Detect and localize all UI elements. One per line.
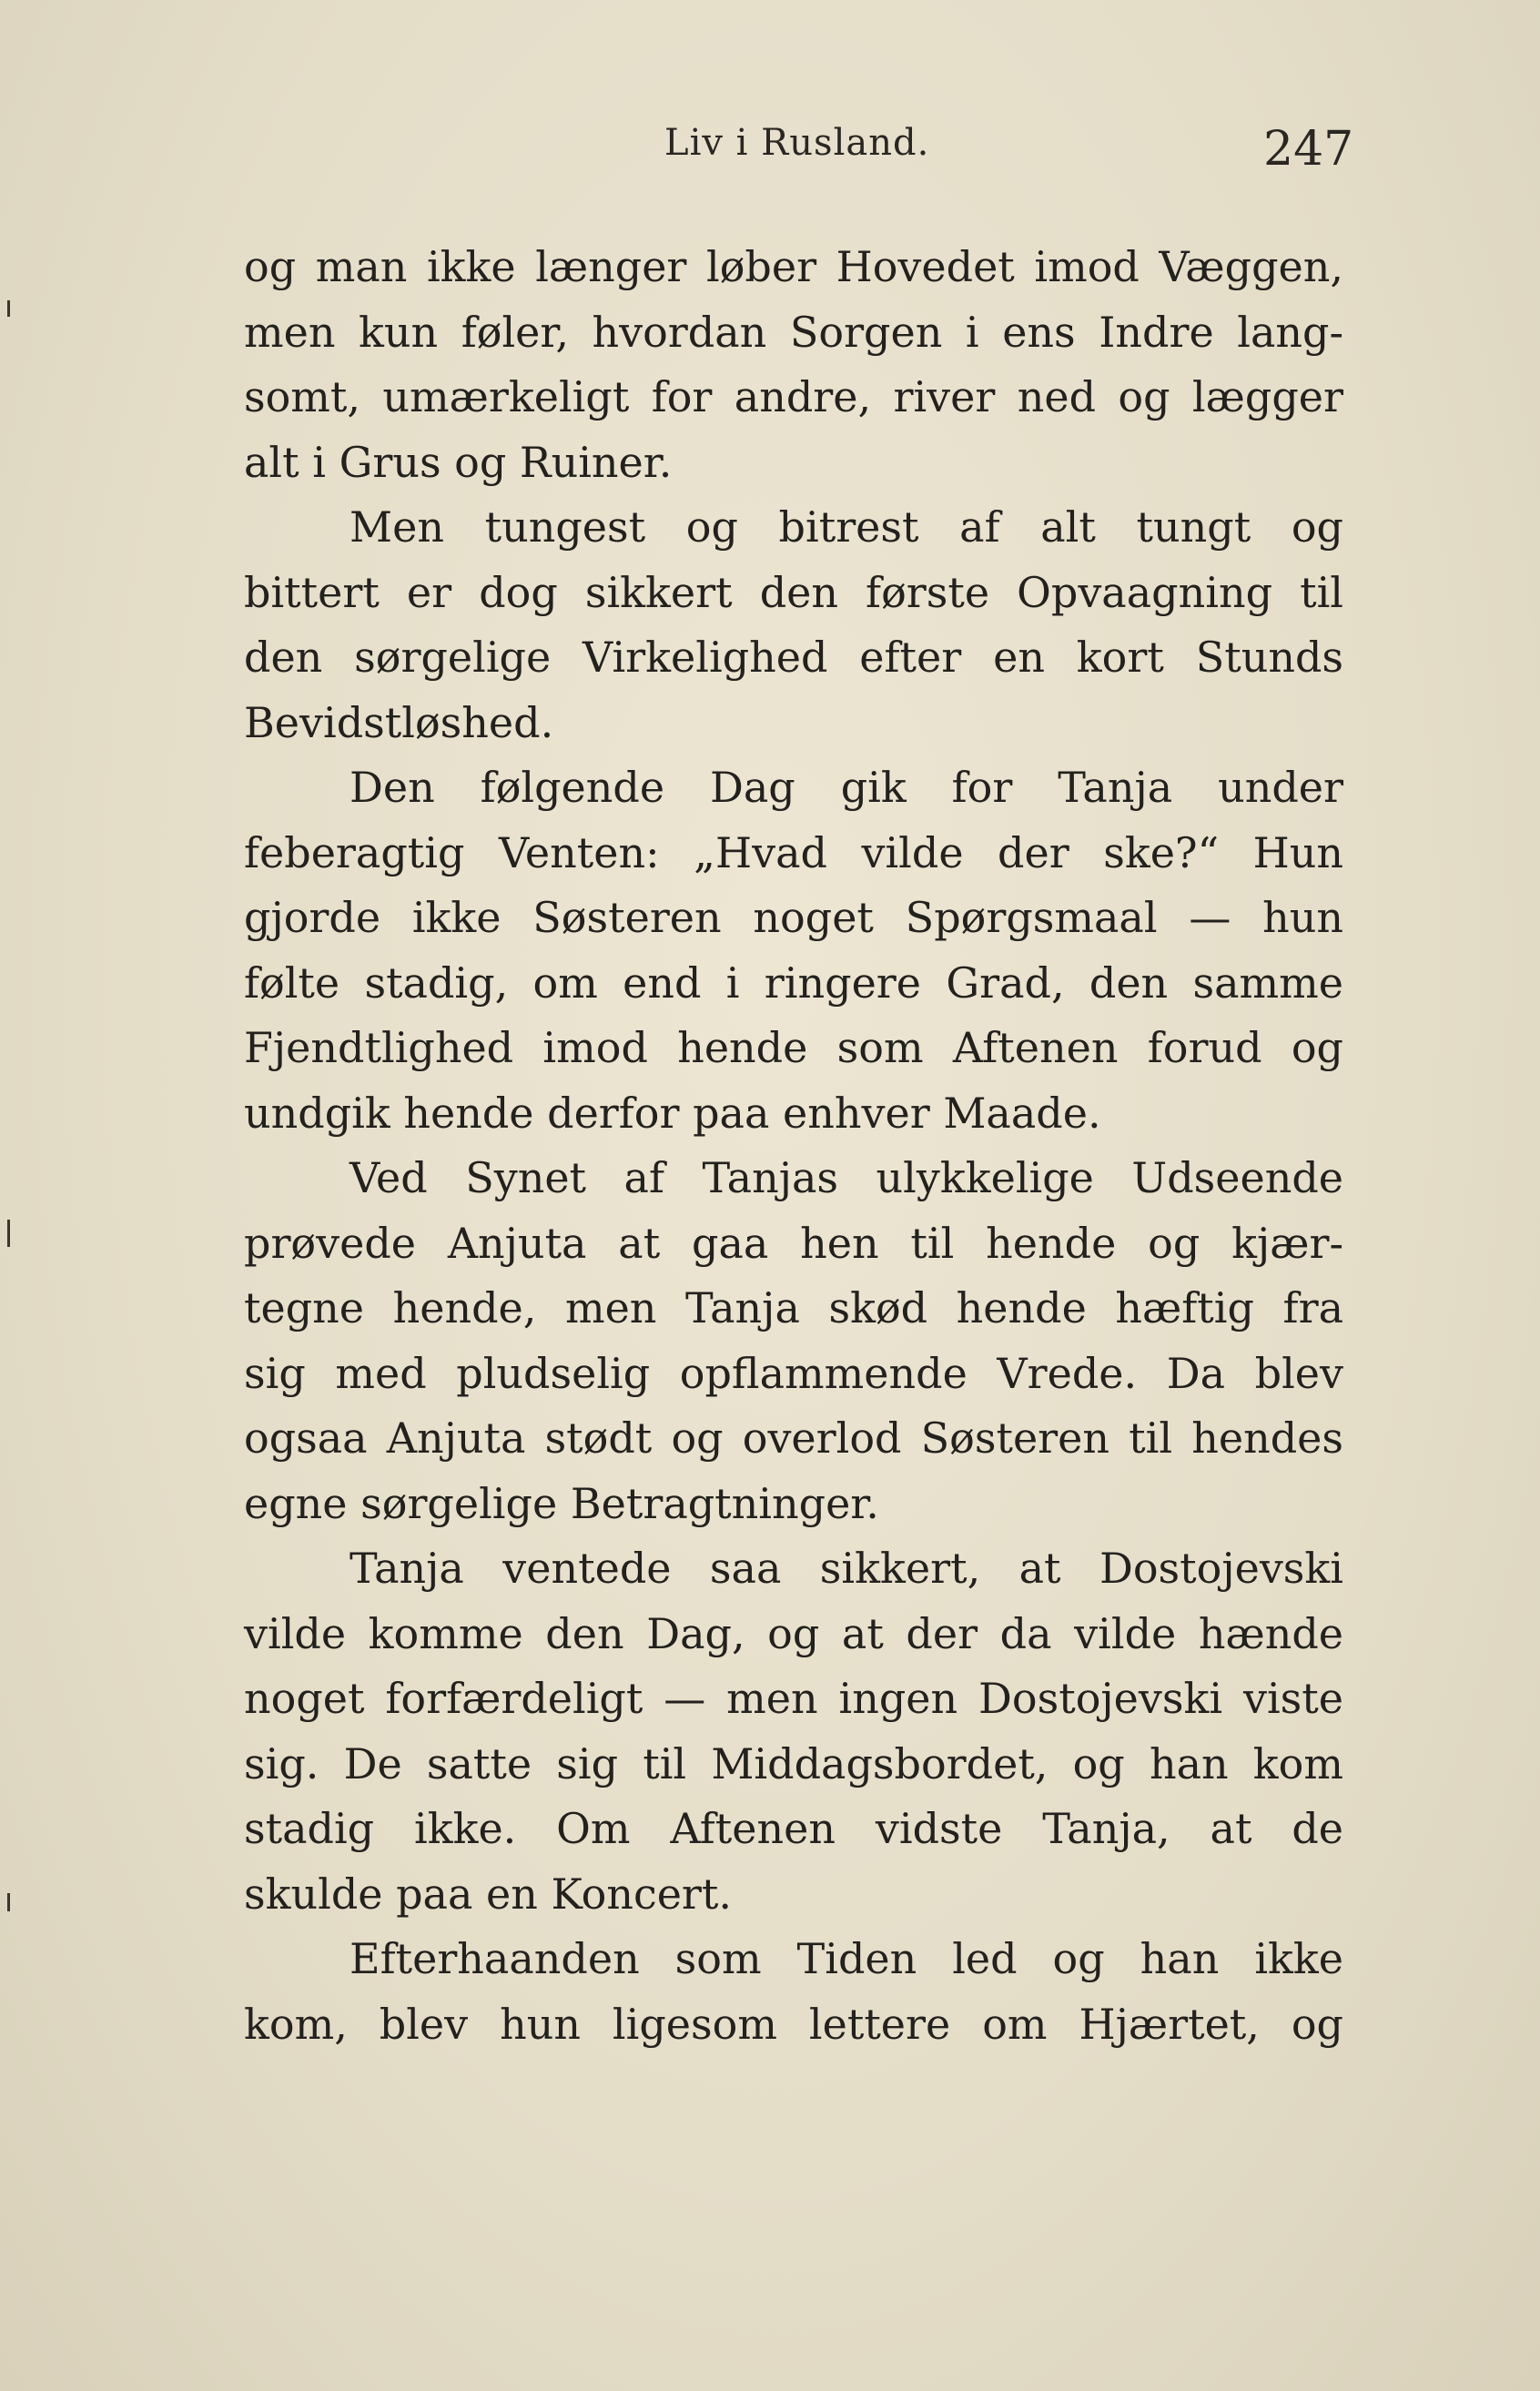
text-line: egne sørgelige Betragtninger. [244,1478,879,1528]
running-title: Liv i Rusland. [664,122,930,164]
text-line: Fjendtlighed imod hende som Aftenen forud og [244,1023,1343,1072]
margin-mark [7,1893,10,1911]
text-line: sig. De satte sig til Middagsbordet, og han kom [244,1738,1343,1788]
text-line: Men tungest og bitrest af alt tungt og [350,502,1343,552]
text-line: skulde paa en Koncert. [244,1869,733,1919]
text-line: bittert er dog sikkert den første Opvaagning til [244,567,1343,617]
page-number: 247 [1263,122,1354,177]
text-line: følte stadig, om end i ringere Grad, den samme [244,957,1343,1008]
text-line: sig med pludselig opflammende Vrede. Da blev [244,1348,1343,1398]
text-line: kom, blev hun ligesom lettere om Hjærtet, og [244,1999,1343,2049]
text-line: stadig ikke. Om Aftenen vidste Tanja, at de [244,1804,1343,1853]
text-line: noget forfærdeligt — men ingen Dostojevski viste [244,1674,1343,1723]
text-line: Tanja ventede saa sikkert, at Dostojevski [350,1544,1343,1593]
text-line: somt, umærkeligt for andre, river ned og lægger [244,372,1343,421]
text-line: Den følgende Dag gik for Tanja under [350,763,1343,812]
text-line: og man ikke længer løber Hovedet imod Væggen, [244,242,1343,291]
text-line: tegne hende, men Tanja skød hende hæftig fra [244,1283,1343,1332]
margin-mark [7,1220,10,1247]
text-line: feberagtig Venten: „Hvad vilde der ske?“ Hun [244,827,1343,877]
body-text [244,235,1343,2057]
text-line: ogsaa Anjuta stødt og overlod Søsteren til hendes [244,1413,1343,1463]
margin-mark [7,300,10,317]
text-line: Bevidstløshed. [244,697,554,747]
text-line: men kun føler, hvordan Sorgen i ens Indre lang- [244,307,1343,357]
text-line: alt i Grus og Ruiner. [244,437,673,487]
text-line: Ved Synet af Tanjas ulykkelige Udseende [350,1153,1343,1202]
text-line: den sørgelige Virkelighed efter en kort Stunds [244,633,1343,682]
text-line: undgik hende derfor paa enhver Maade. [244,1088,1101,1138]
text-line: Efterhaanden som Tiden led og han ikke [350,1934,1343,1983]
text-line: prøvede Anjuta at gaa hen til hende og kjær- [244,1218,1343,1268]
text-line: gjorde ikke Søsteren noget Spørgsmaal — hun [244,893,1343,942]
text-line: vilde komme den Dag, og at der da vilde hænde [244,1608,1343,1658]
